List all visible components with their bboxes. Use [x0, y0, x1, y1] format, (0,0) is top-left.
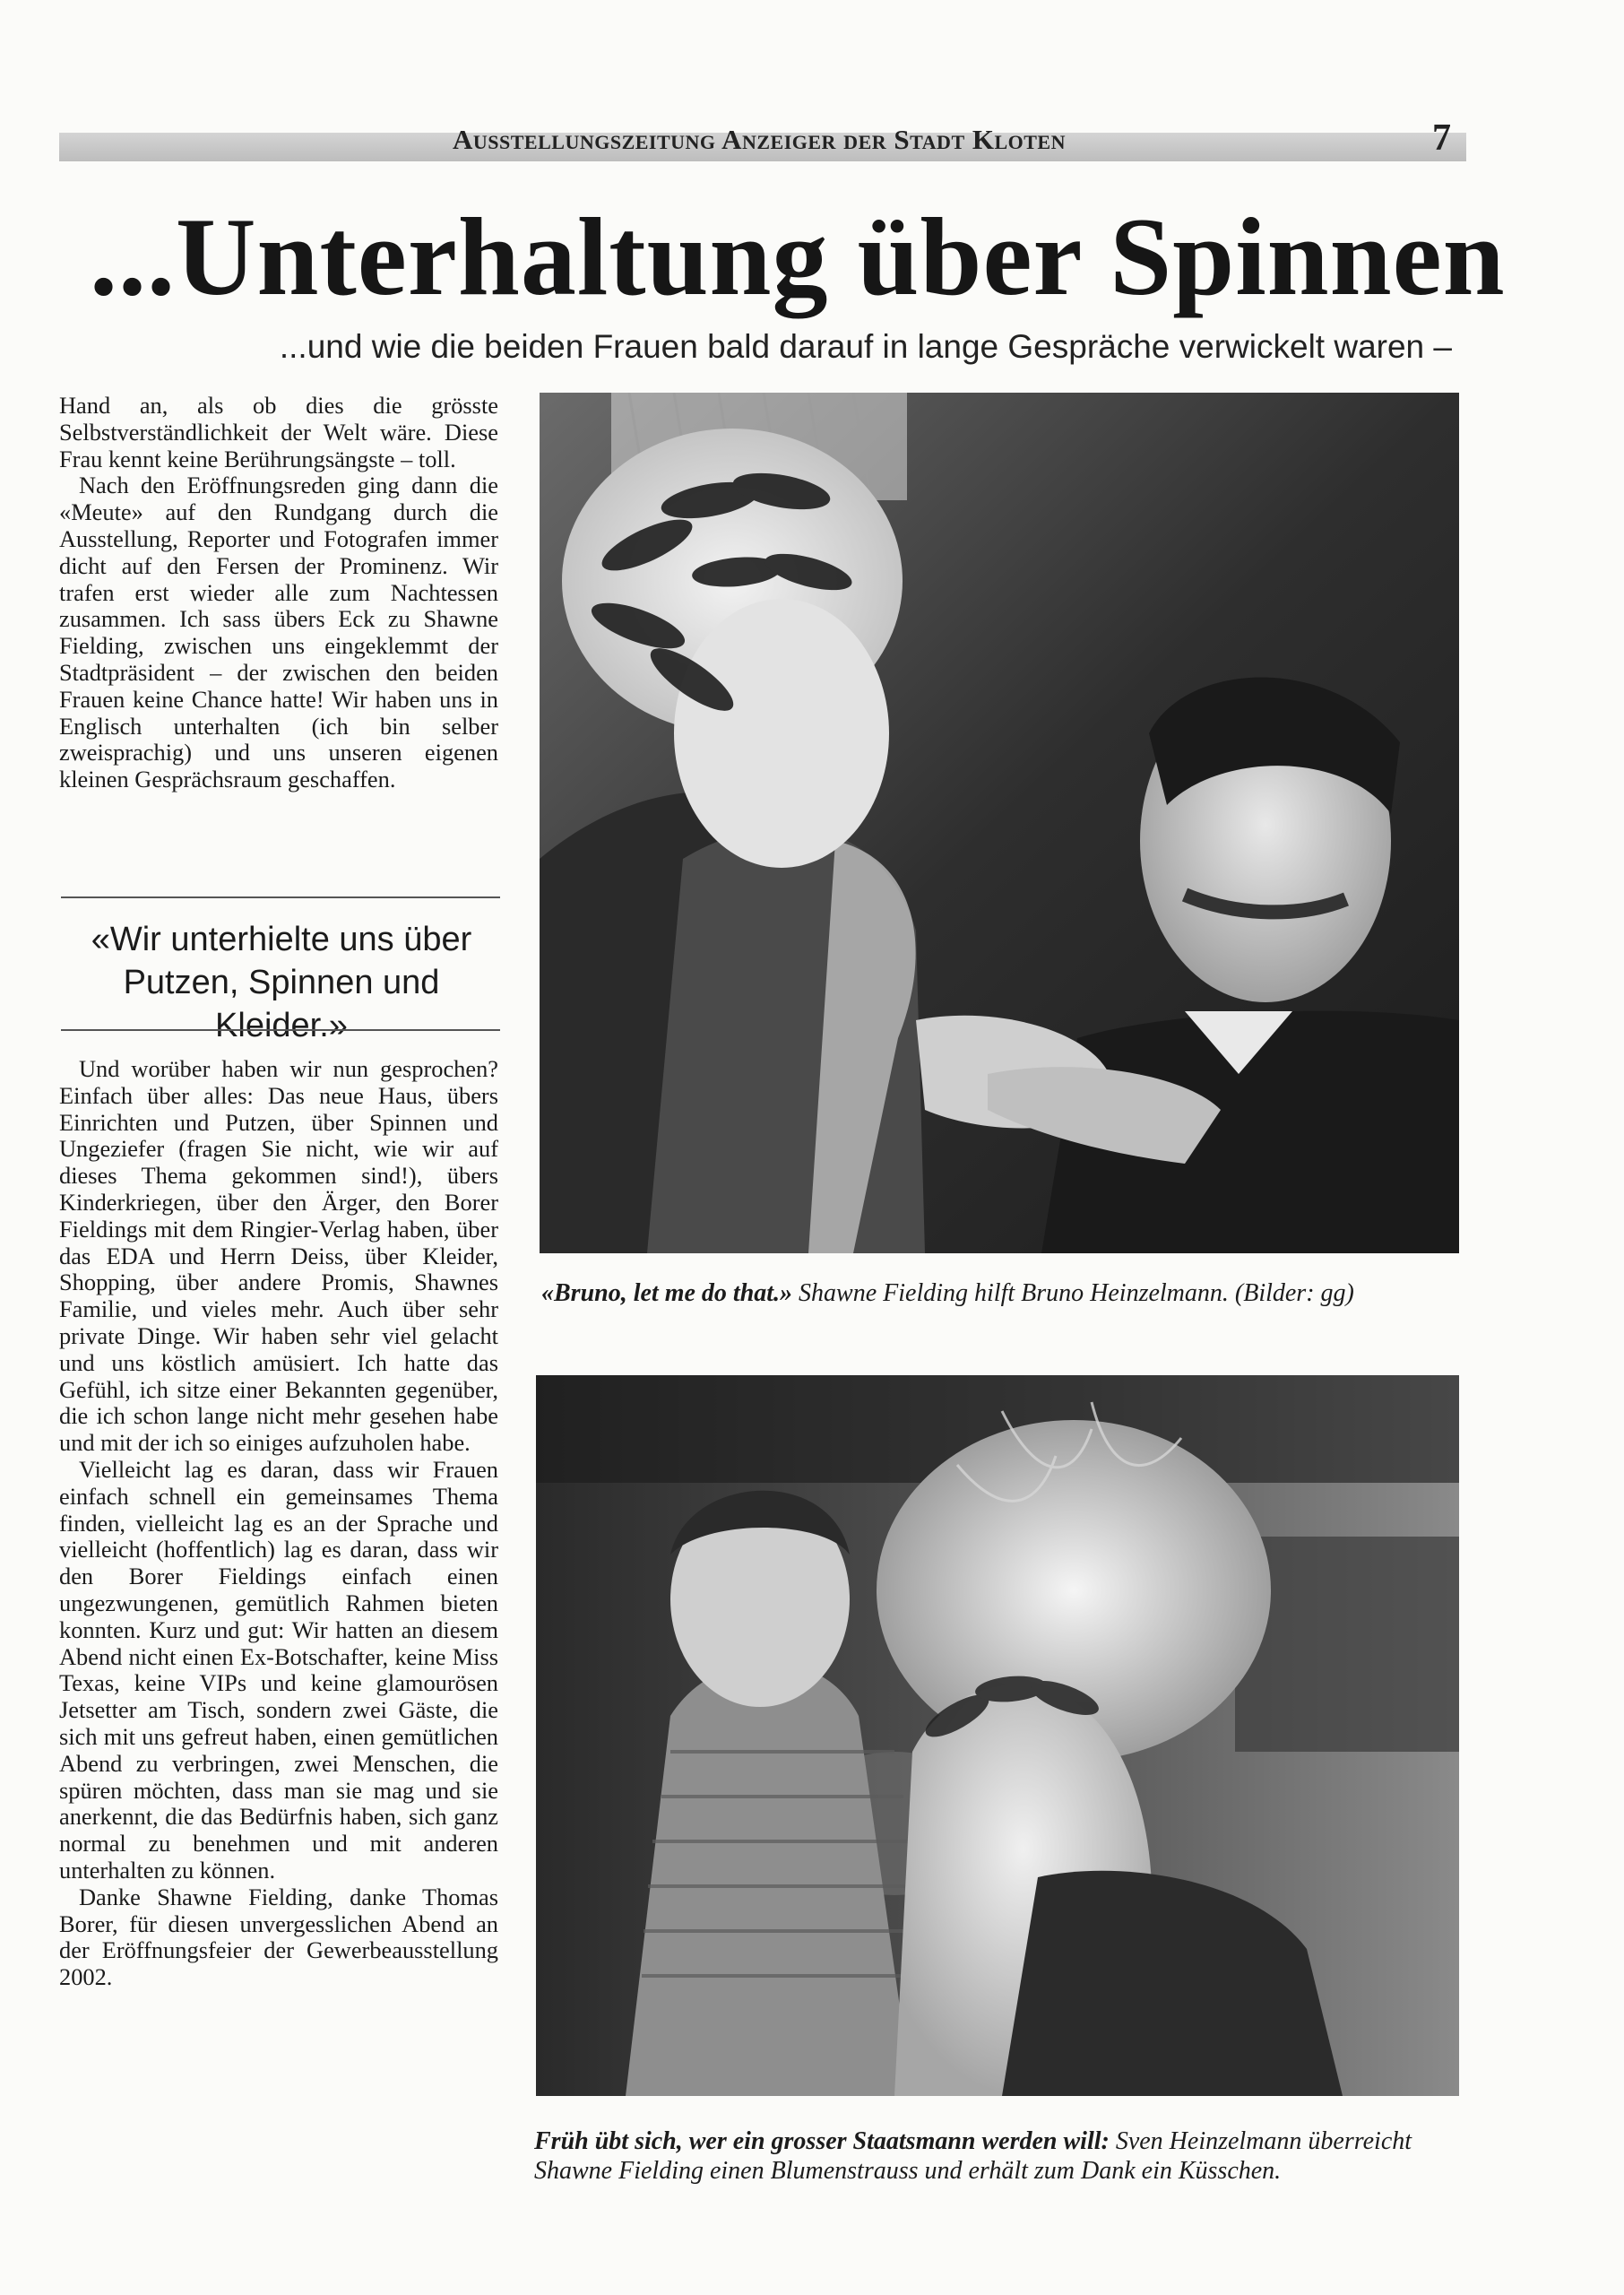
paragraph: Nach den Eröffnungsreden ging dann die «Meute» auf den Rundgang durch die Ausstellung, Reporter und Fotografen immer dicht auf den Fersen der Prominenz. Wir trafen erst wieder alle zum Nachtessen zusammen. Ich sass übers Eck zu Shawne Fielding, zwischen uns eingeklemmt der Stadtpräsident – der zwischen den beiden Frauen keine Chance hatte! Wir haben uns in Englisch unterhalten (ich bin selber zweisprachig) und uns unseren eigenen kleinen Gesprächsraum geschaffen. [59, 472, 498, 793]
photo-shawne-bruno [540, 393, 1459, 1253]
article-column-bottom [59, 1056, 498, 2196]
caption-highlight: «Bruno, let me do that.» [541, 1279, 793, 1307]
pull-quote: «Wir unterhielte uns über Putzen, Spinnen und Kleider.» [91, 921, 472, 1044]
subheadline: ...und wie die beiden Frauen bald darauf in lange Gespräche verwickelt waren – [279, 328, 1452, 365]
caption-text: Shawne Fielding hilft Bruno Heinzelmann. (Bilder: gg) [799, 1279, 1354, 1307]
divider [61, 1029, 500, 1031]
article-column-top [59, 393, 498, 871]
publication-name: Ausstellungszeitung Anzeiger der Stadt Kloten [453, 124, 1066, 155]
photo-sven-flowers [536, 1375, 1459, 2096]
paragraph: Danke Shawne Fielding, danke Thomas Borer, für diesen unvergesslichen Abend an der Eröffnungsfeier der Gewerbeausstellung 2002. [59, 1883, 498, 1991]
photo-caption [534, 2126, 1466, 2198]
paragraph: Vielleicht lag es daran, dass wir Frauen einfach schnell ein gemeinsames Thema finden, vielleicht lag es an der Sprache und vielleicht (hoffentlich) lag es daran, dass wir den Borer Fieldings einfach einen ungezwungenen, gemütlich Rahmen bieten konnten. Kurz und gut: Wir hatten an diesem Abend nicht einen Ex-Botschafter, keine Miss Texas, keine VIPs und keine glamourösen Jetsetter am Tisch, sondern zwei Gäste, die sich mit uns gefreut haben, einen gemütlichen Abend zu verbringen, zwei Menschen, die spüren möchten, dass man sie mag und sie anerkennt, die das Bedürfnis haben, sich ganz normal zu benehmen und mit anderen unterhalten zu können. [59, 1455, 498, 1884]
headline: ...Unterhaltung über Spinnen [90, 195, 1506, 318]
page-number: 7 [1432, 117, 1451, 159]
paragraph: Hand an, als ob dies die grösste Selbstverständlichkeit der Welt wäre. Diese Frau kennt keine Berührungsängste – toll. [59, 392, 498, 472]
caption-highlight: Früh übt sich, wer ein grosser Staatsmann werden will: [534, 2127, 1110, 2155]
photo-image [536, 1375, 1459, 2096]
divider [61, 896, 500, 898]
caption-text: Sven Heinzelmann überreicht Shawne Fielding einen Blumenstrauss und erhält zum Dank ein Küsschen. [534, 2127, 1412, 2185]
paragraph: Und worüber haben wir nun gesprochen? Einfach über alles: Das neue Haus, übers Einrichten und Putzen, über Spinnen und Ungeziefer (fragen Sie nicht, wie wir auf dieses Thema gekommen sind!), übers Kinderkriegen, über den Ärger, den Borer Fieldings mit dem Ringier-Verlag haben, über das EDA und Herrn Deiss, über Kleider, Shopping, über andere Promis, Shawnes Familie, und vieles mehr. Auch über sehr private Dinge. Wir haben sehr viel gelacht und uns köstlich amüsiert. Ich hatte das Gefühl, ich sitze einer Bekannten gegenüber, die ich schon lange nicht mehr gesehen habe und mit der ich so einiges aufzuholen habe. [59, 1055, 498, 1457]
photo-image [540, 393, 1459, 1253]
photo-caption [541, 1278, 1464, 1314]
